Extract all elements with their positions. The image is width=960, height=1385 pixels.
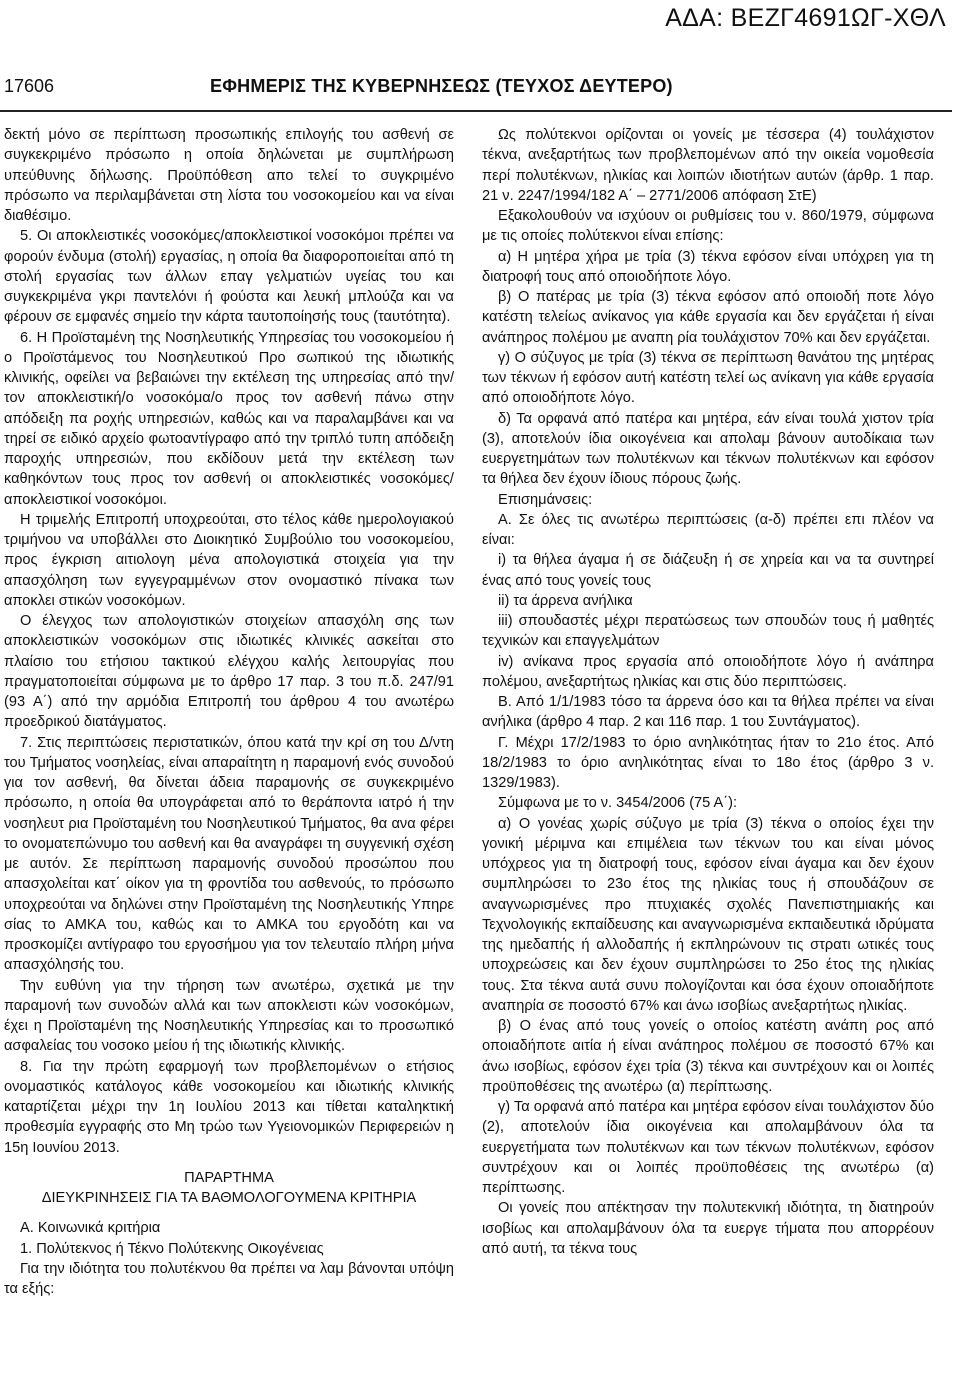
paragraph: Α. Σε όλες τις ανωτέρω περιπτώσεις (α-δ) πρέπει επι πλέον να είναι: (482, 511, 934, 548)
paragraph: i) τα θήλεα άγαμα ή σε διάζευξη ή σε χηρεία και να τα συντηρεί ένας από τους γονείς τους (482, 552, 934, 589)
paragraph: β) Ο πατέρας με τρία (3) τέκνα εφόσον από οποιοδή ποτε λόγο κατέστη τελείως ανίκανος για κάθε εργασία και δεν εργάζεται ή είναι ανάπηρος πολέμου με αναπη ρία τουλάχιστον 70% και δεν εργάζεται. (482, 289, 934, 346)
paragraph: Για την ιδιότητα του πολυτέκνου θα πρέπει να λαμ βάνονται υπόψη τα εξής: (4, 1260, 454, 1297)
paragraph: Ο έλεγχος των απολογιστικών στοιχείων απασχόλη σης των αποκλειστικών νοσοκόμων στις ιδιωτικές κλινικές ασκείται στο πλαίσιο του ετήσιου τακτικού ελέγχου καλής λειτουργίας που πραγματοποιείται σύμφωνα με το άρθρο 17 παρ. 3 του π.δ. 247/91 (93 Α΄) από την αρμόδια Επιτροπή του άρθρου 4 του ανωτέρω προεδρικού διατάγματος. (4, 613, 454, 731)
page-number: 17606 (4, 76, 55, 96)
paragraph: iii) σπουδαστές μέχρι περατώσεως των σπουδών τους ή μαθητές τεχνικών και επαγγελμάτων (482, 613, 934, 650)
left-column (4, 125, 454, 1299)
paragraph: 7. Στις περιπτώσεις περιστατικών, όπου κατά την κρί ση του Δ/ντη του Τμήματος νοσηλείας, είναι απαραίτητη η παραμονή ενός συνοδού για τον ασθενή, θα δίνεται άδεια παραμονής σε συγκεκριμένο πρόσωπο, η οποία θα υπογράφεται από το θεράποντα ιατρό ή την νοσηλευτ ρια Προϊσταμένη του Νοσηλευτικού Τμήματος, θα ανα φέρει το ονοματεπώνυμο του ασθενή και θα αναγράφει τη συγγενική σχέση με αυτόν. Σε περίπτωση παραμονής συνοδού προσώπου που απασχολείται κατ΄ οίκον για τη φροντίδα του ασθενούς, το πρόσωπο υποχρεούται να δηλώνει στην Προϊσταμένη της Νοσηλευτικής Υπηρε σίας το ΑΜΚΑ του, καθώς και το ΑΜΚΑ του εργοδότη και να προσκομίζει αντίγραφο του εργοσήμου για τον τελευταίο πλήρη μήνα απασχόλησής του. (4, 734, 454, 974)
paragraph: δ) Τα ορφανά από πατέρα και μητέρα, εάν είναι τουλά χιστον τρία (3), αποτελούν ίδια οικογένεια και απολαμ βάνουν αυτοδίκαια των ευεργετημάτων των πολυτέκνων και τέκνων πολυτέκνων και εφόσον τα θήλεα δεν έχουν ίδιους πόρους ζωής. (482, 410, 934, 488)
paragraph: ii) τα άρρενα ανήλικα (498, 592, 633, 609)
paragraph: α) Ο γονέας χωρίς σύζυγο με τρία (3) τέκνα ο οποίος έχει την γονική μέριμνα και επιμέλεια των τέκνων του και είναι μόνος υπόχρεος για τη διατροφή τους, εφόσον είναι άγαμα και δεν έχουν συμπληρώσει το 23ο έτος της ηλικίας τους ή σπουδάζουν σε αναγνωρισμένες προ πτυχιακές σχολές Πανεπιστημιακής και Τεχνολογικής εκπαίδευσης και αναγνωρισμένα εκπαιδευτικά ιδρύματα της ημεδαπής ή αλλοδαπής ή εκπληρώνουν τις στρατι ωτικές τους υποχρεώσεις και δεν έχουν συμπληρώσει το 25ο έτος της ηλικίας τους. Στα τέκνα αυτά συνυ πολογίζονται και όσα έχουν οποιαδήποτε αναπηρία σε ποσοστό 67% και άνω ισοβίως ανεξαρτήτως ηλικίας. (482, 815, 934, 1014)
paragraph: Β. Από 1/1/1983 τόσο τα άρρενα όσο και τα θήλεα πρέπει να είναι ανήλικα (άρθρο 4 παρ. 2 και 116 παρ. 1 του Συντάγματος). (482, 694, 934, 731)
paragraph: Α. Κοινωνικά κριτήρια (20, 1220, 161, 1237)
paragraph: Γ. Μέχρι 17/2/1983 το όριο ανηλικότητας ήταν το 21ο έτος. Από 18/2/1983 το όριο ανηλικότητας είναι το 18ο έτος (άρθρο 3 ν. 1329/1983). (482, 734, 934, 791)
paragraph: Εξακολουθούν να ισχύουν οι ρυθμίσεις του ν. 860/1979, σύμφωνα με τις οποίες πολύτεκνοι είναι επίσης: (482, 208, 934, 245)
paragraph: 1. Πολύτεκνος ή Τέκνο Πολύτεκνης Οικογένειας (20, 1240, 324, 1257)
page-header (4, 76, 950, 104)
paragraph: Την ευθύνη για την τήρηση των ανωτέρω, σχετικά με την παραμονή των συνοδών αλλά και των αποκλειστι κών νοσοκόμων, έχει η Προϊσταμένη της Νοσηλευτικής Υπηρεσίας και το προσωπικό ασφαλείας του νοσοκο μείου ή της ιδιωτικής κλινικής. (4, 977, 454, 1055)
right-column (482, 125, 934, 1259)
document-id-watermark: ΑΔΑ: ΒΕΖΓ4691ΩΓ-ΧΘΛ (665, 4, 946, 32)
paragraph: δεκτή μόνο σε περίπτωση προσωπικής επιλογής του ασθενή σε συγκεκριμένο πρόσωπο η οποία δηλώνεται με συμπλήρωση υπεύθυνης δήλωσης. Προϋπόθεση απο τελεί το συγκριμένο πρόσωπο να περιλαμβάνεται στη λίστα του νοσοκομείου και να είναι διαθέσιμο. (4, 127, 454, 224)
section-heading: ΠΑΡΑΡΤΗΜΑ (184, 1169, 274, 1186)
paragraph: α) Η μητέρα χήρα με τρία (3) τέκνα εφόσον είναι υπόχρεη για τη διατροφή τους από οποιοδήποτε λόγο. (482, 248, 934, 285)
paragraph: γ) Τα ορφανά από πατέρα και μητέρα εφόσον είναι τουλάχιστον δύο (2), αποτελούν ίδια οικογένεια και απολαμβάνουν όλα τα ευεργετήματα των πολυτέκνων και των τέκνων πολυτέκνων, εφόσον συντρέχουν και οι λοιπές προϋποθέσεις της ανωτέρω (α) περίπτωσης. (482, 1099, 935, 1196)
paragraph: Σύμφωνα με το ν. 3454/2006 (75 Α΄): (498, 795, 738, 812)
paragraph: iv) ανίκανα προς εργασία από οποιοδήποτε λόγο ή ανάπηρα πολέμου, ανεξαρτήτως ηλικίας και στις δύο περιπτώσεις. (482, 653, 934, 690)
section-heading: ΔΙΕΥΚΡΙΝΗΣΕΙΣ ΓΙΑ ΤΑ ΒΑΘΜΟΛΟΓΟΥΜΕΝΑ ΚΡΙΤΗΡΙΑ (41, 1190, 417, 1206)
paragraph: Επισημάνσεις: (498, 491, 593, 508)
gazette-title: ΕΦΗΜΕΡΙΣ ΤΗΣ ΚΥΒΕΡΝΗΣΕΩΣ (ΤΕΥΧΟΣ ΔΕΥΤΕΡΟ) (210, 76, 673, 96)
paragraph: γ) Ο σύζυγος με τρία (3) τέκνα σε περίπτωση θανάτου της μητέρας των τέκνων ή εφόσον αυτή κατέστη τελεί ως ανίκανη για κάθε εργασία από οποιοδήποτε λόγο. (482, 349, 934, 407)
paragraph: 6. Η Προϊσταμένη της Νοσηλευτικής Υπηρεσίας του νοσοκομείου ή ο Προϊστάμενος του Νοσηλευτικού Προ σωπικού της ιδιωτικής κλινικής, οφείλει να βεβαιώνει την εκτέλεση της υπηρεσίας από την/τον αποκλειστική/ο νοσοκόμα/ο προς τον ασθενή πάνω στην απόδειξη πα ροχής υπηρεσιών, καθώς και να παραλαμβάνει και να τηρεί σε ειδικό αρχείο φωτοαντίγραφο από την τριπλό τυπη απόδειξη παροχής υπηρεσιών, που εκδίδουν μετά την εκτέλεση των καθηκόντων τους προς τον ασθενή οι αποκλειστικές νοσοκόμες/αποκλειστικοί νοσοκόμοι. (4, 329, 454, 508)
paragraph: 8. Για την πρώτη εφαρμογή των προβλεπομένων ο ετήσιος ονομαστικός κατάλογος κάθε νοσοκομείου και ιδιωτικής κλινικής καταρτίζεται μέχρι την 1η Ιουλίου 2013 και τίθεται καταληκτική προθεσμία εγγραφής στο Μη τρώο των Υγειονομικών Περιφερειών η 15η Ιουνίου 2013. (4, 1058, 454, 1156)
paragraph: Οι γονείς που απέκτησαν την πολυτεκνική ιδιότητα, τη διατηρούν ισοβίως και απολαμβάνουν όλα τα ευεργε τήματα που απορρέουν από αυτή, τα τέκνα τους (482, 1200, 934, 1257)
header-rule (0, 110, 952, 112)
paragraph: Ως πολύτεκνοι ορίζονται οι γονείς με τέσσερα (4) τουλάχιστον τέκνα, ανεξαρτήτως των προβλεπομένων από την οικεία νομοθεσία περί πολυτέκνων, ηλικίας και λοιπών ιδιοτήτων αυτών (άρθρ. 1 παρ. 21 ν. 2247/1994/182 Α΄ – 2771/2006 απόφαση ΣτΕ) (482, 127, 934, 204)
paragraph: β) Ο ένας από τους γονείς ο οποίος κατέστη ανάπη ρος από οποιαδήποτε αιτία ή είναι ανάπηρος πολέμου σε ποσοστό 67% και άνω ισοβίως, εφόσον έχει τρία (3) τέκνα και συντρέχουν και οι λοιπές προϋποθέσεις της ανωτέρω (α) περίπτωσης. (482, 1018, 934, 1095)
paragraph: 5. Οι αποκλειστικές νοσοκόμες/αποκλειστικοί νοσοκόμοι πρέπει να φορούν ένδυμα (στολή) εργασίας, η οποία θα διαφοροποιείται από τη στολή εργασίας των άλλων επαγ γελματιών υγείας του και συγκεκριμένα γκρι παντελόνι ή φούστα και λευκή μπλούζα και να φέρουν σε εμφανές σημείο την κάρτα ταυτοποίησής τους (ταυτότητα). (4, 228, 454, 326)
paragraph: Η τριμελής Επιτροπή υποχρεούται, στο τέλος κάθε ημερολογιακού τριμήνου να υποβάλλει στο Διοικητικό Συμβούλιο του νοσοκομείου, προς έγκριση αιτιολογη μένα απολογιστικά στοιχεία για την απασχόληση των εγγεγραμμένων στον ονομαστικό πίνακα των αποκλει στικών νοσοκόμων. (4, 511, 454, 609)
